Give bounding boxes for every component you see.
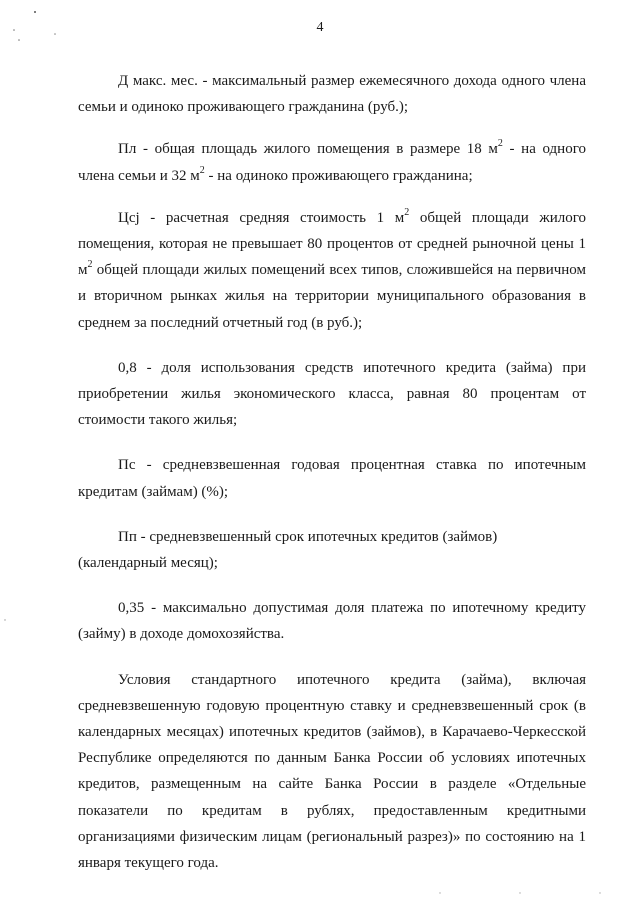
tsj-sup-1: 2	[404, 206, 410, 218]
page-number: 4	[316, 20, 324, 35]
pl-text-a: Пл - общая площадь жилого помещения в размере 18 м	[118, 141, 498, 158]
paragraph-tsj	[78, 205, 586, 336]
pp-word-3: средневзвешенный	[149, 528, 272, 545]
pp-word-7: (займов)	[442, 528, 498, 545]
tsj-text-c: общей площади жилых помещений всех типов, сложившейся на первичном и вторичном рынках жилья на территории муниципального образования в среднем за последний отчетный год (в руб.);	[78, 262, 586, 331]
paragraph-ps: Пс - средневзвешенная годовая процентная ставка по ипотечным кредитам (займам) (%);	[78, 457, 586, 500]
pp-line-2: (календарный месяц);	[78, 555, 218, 572]
paragraph-dmax: Д макс. мес. - максимальный размер ежемесячного дохода одного члена семьи и одиноко проживающего гражданина (руб.);	[78, 73, 586, 116]
pl-text-c: - на одиноко проживающего гражданина;	[204, 167, 473, 184]
paragraph-k08: 0,8 - доля использования средств ипотечного кредита (займа) при приобретении жилья экономического класса, равная 80 процентам от стоимости такого жилья;	[78, 359, 586, 429]
pp-word-4: срок	[275, 528, 305, 545]
tsj-sup-2: 2	[87, 259, 93, 271]
document-body	[78, 68, 586, 895]
pl-text-b: - на одного члена семьи и 32 м	[78, 141, 586, 184]
paragraph-conditions: Условия стандартного ипотечного кредита (займа), включая средневзвешенную годовую процентную ставку и средневзвешенный срок (в календарных месяцах) ипотечных кредитов (займов), в Карачаево-Черкесской Республике определяются по данным Банка России об условиях ипотечных кредитов, размещенным на сайте Банка России в разделе «Отдельные показатели по кредитам в рублях, предоставленным кредитными организациями физическим лицам (региональный разрез)» по состоянию на 1 января текущего года.	[78, 671, 586, 872]
pl-sup-2: 2	[199, 164, 205, 176]
pp-word-5: ипотечных	[307, 528, 378, 545]
paragraph-pl	[78, 136, 586, 188]
pp-line-1	[78, 524, 586, 550]
paragraph-pp	[78, 524, 586, 576]
pp-word-2: -	[140, 528, 146, 545]
tsj-text-b: общей площади жилого помещения, которая не превышает 80 процентов от средней рыночной цены 1 м	[78, 209, 587, 279]
pp-word-6: кредитов	[380, 528, 439, 545]
pp-word-1: Пп	[118, 528, 137, 545]
pl-sup-1: 2	[497, 138, 503, 150]
tsj-text-a: Цсj - расчетная средняя стоимость 1 м	[118, 209, 405, 226]
paragraph-k035: 0,35 - максимально допустимая доля платежа по ипотечному кредиту (займу) в доходе домохозяйства.	[78, 600, 586, 643]
